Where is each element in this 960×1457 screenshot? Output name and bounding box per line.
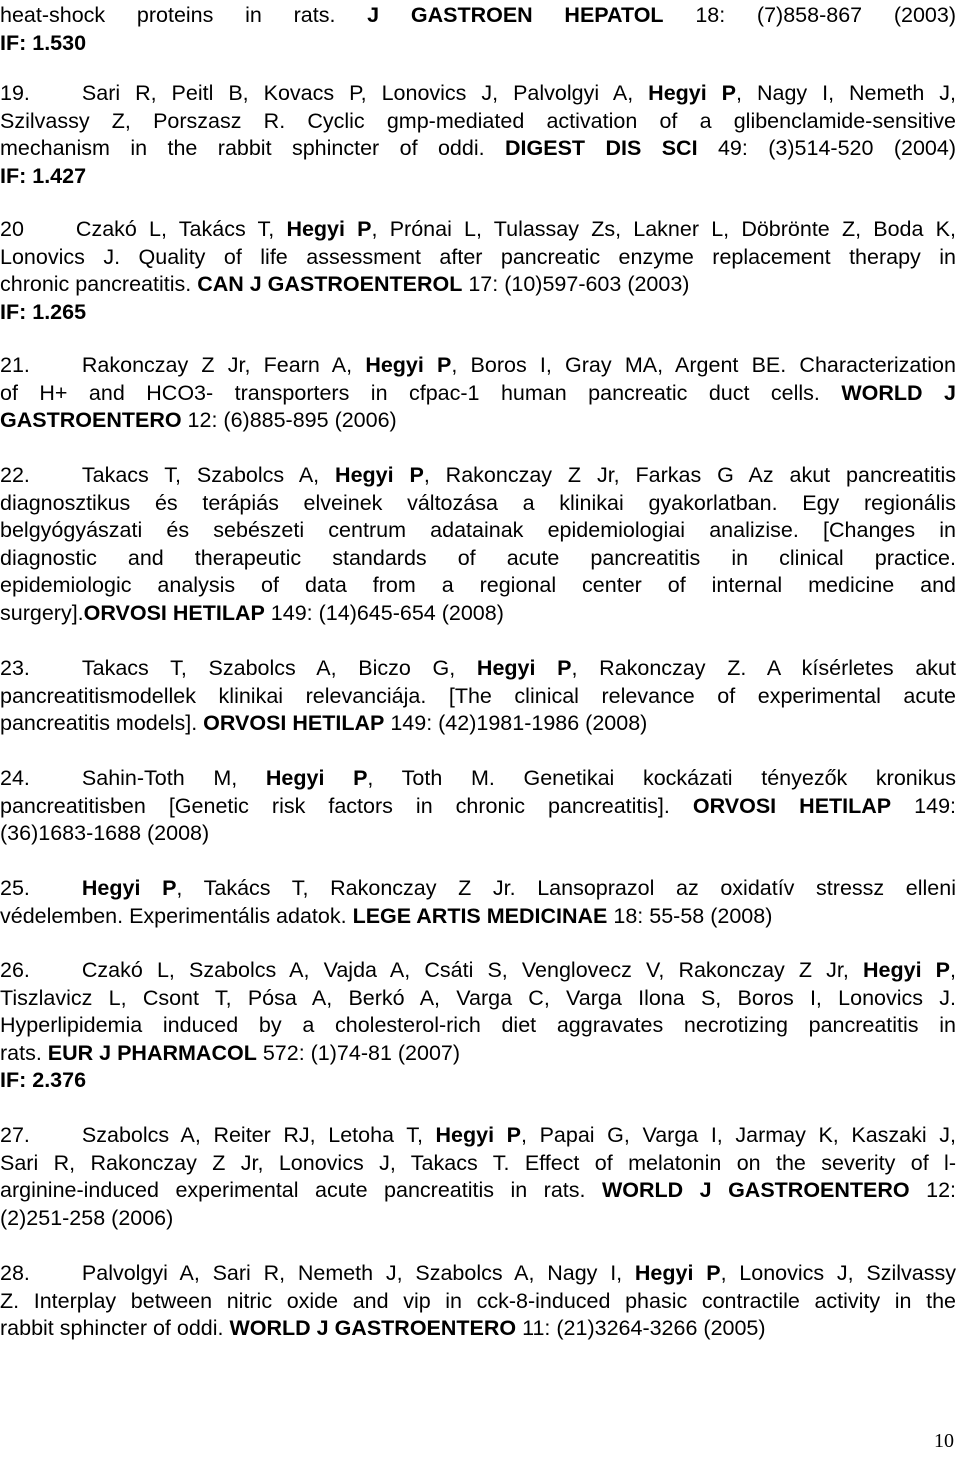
reference-entry-28: [0, 1260, 956, 1343]
entry-line: 22. Takacs T, Szabolcs A, Hegyi P, Rakonczay Z Jr, Farkas G Az akut pancreatitis: [0, 463, 956, 487]
entry-line: 23. Takacs T, Szabolcs A, Biczo G, Hegyi P, Rakonczay Z. A kísérletes akut: [0, 656, 956, 680]
reference-entry-25: [0, 875, 956, 930]
entry-line: 26. Czakó L, Szabolcs A, Vajda A, Csáti S, Venglovecz V, Rakonczay Z Jr, Hegyi P,: [0, 958, 956, 982]
entry-line: epidemiologic analysis of data from a regional center of internal medicine and: [0, 573, 956, 598]
entry-line: 24. Sahin-Toth M, Hegyi P, Toth M. Genetikai kockázati tényezők kronikus: [0, 766, 956, 790]
entry-line: chronic pancreatitis. CAN J GASTROENTEROL 17: (10)597-603 (2003): [0, 272, 690, 297]
entry-line: IF: 2.376: [0, 1068, 87, 1093]
entry-line: IF: 1.530: [0, 30, 87, 55]
entry-line: 21. Rakonczay Z Jr, Fearn A, Hegyi P, Boros I, Gray MA, Argent BE. Characterization: [0, 353, 956, 377]
reference-entry-18: [0, 2, 956, 57]
reference-entry-27: [0, 1122, 956, 1232]
entry-line: surgery].ORVOSI HETILAP 149: (14)645-654 (2008): [0, 600, 504, 625]
entry-line: Z. Interplay between nitric oxide and vip in cck-8-induced phasic contractile activity in the: [0, 1288, 956, 1313]
entry-line: 25. Hegyi P, Takács T, Rakonczay Z Jr. Lansoprazol az oxidatív stressz elleni: [0, 876, 956, 900]
entry-line: GASTROENTERO 12: (6)885-895 (2006): [0, 408, 397, 433]
entry-line: 19. Sari R, Peitl B, Kovacs P, Lonovics J, Palvolgyi A, Hegyi P, Nagy I, Nemeth J,: [0, 81, 956, 105]
entry-line: Lonovics J. Quality of life assessment after pancreatic enzyme replacement therapy in: [0, 244, 956, 269]
entry-line: Szilvassy Z, Porszasz R. Cyclic gmp-mediated activation of a glibenclamide-sensitive: [0, 108, 956, 133]
entry-line: (2)251-258 (2006): [0, 1205, 174, 1230]
reference-entry-19: [0, 80, 956, 190]
entry-line: pancreatitis models]. ORVOSI HETILAP 149: (42)1981-1986 (2008): [0, 711, 648, 736]
reference-entry-23: [0, 655, 956, 738]
entry-line: (36)1683-1688 (2008): [0, 821, 210, 846]
entry-line: 27. Szabolcs A, Reiter RJ, Letoha T, Hegyi P, Papai G, Varga I, Jarmay K, Kaszaki J,: [0, 1123, 956, 1147]
reference-entry-20: [0, 216, 956, 326]
entry-line: védelemben. Experimentális adatok. LEGE ARTIS MEDICINAE 18: 55-58 (2008): [0, 903, 773, 928]
reference-entry-22: [0, 462, 956, 628]
entry-line: Hyperlipidemia induced by a cholesterol-rich diet aggravates necrotizing pancreatitis in: [0, 1013, 956, 1038]
entry-line: pancreatitismodellek klinikai relevanciája. [The clinical relevance of experimental acute: [0, 683, 956, 708]
entry-line: mechanism in the rabbit sphincter of oddi. DIGEST DIS SCI 49: (3)514-520 (2004): [0, 136, 956, 161]
entry-line: Tiszlavicz L, Csont T, Pósa A, Berkó A, Varga C, Varga Ilona S, Boros I, Lonovics J.: [0, 985, 956, 1010]
reference-entry-26: [0, 957, 956, 1095]
entry-line: belgyógyászati és sebészeti centrum adatainak epidemiologiai analizise. [Changes in: [0, 518, 956, 543]
reference-entry-21: [0, 352, 956, 435]
entry-line: rabbit sphincter of oddi. WORLD J GASTROENTERO 11: (21)3264-3266 (2005): [0, 1316, 766, 1341]
entry-line: of H+ and HCO3- transporters in cfpac-1 human pancreatic duct cells. WORLD J: [0, 380, 956, 405]
entry-line: diagnostic and therapeutic standards of acute pancreatitis in clinical practice.: [0, 545, 956, 570]
entry-line: pancreatitisben [Genetic risk factors in chronic pancreatitis]. ORVOSI HETILAP 149:: [0, 793, 957, 818]
page-number: 10: [934, 1430, 954, 1452]
entry-line: Sari R, Rakonczay Z Jr, Lonovics J, Takacs T. Effect of melatonin on the severity of l-: [0, 1150, 956, 1175]
entry-line: IF: 1.265: [0, 299, 87, 324]
entry-line: 28. Palvolgyi A, Sari R, Nemeth J, Szabolcs A, Nagy I, Hegyi P, Lonovics J, Szilvassy: [0, 1261, 956, 1285]
entry-line: diagnosztikus és terápiás elveinek változása a klinikai gyakorlatban. Egy regionális: [0, 490, 956, 515]
entry-line: arginine-induced experimental acute pancreatitis in rats. WORLD J GASTROENTERO 12:: [0, 1178, 956, 1203]
reference-entry-24: [0, 765, 956, 848]
entry-line: rats. EUR J PHARMACOL 572: (1)74-81 (2007): [0, 1040, 461, 1065]
entry-line: 20 Czakó L, Takács T, Hegyi P, Prónai L, Tulassay Zs, Lakner L, Döbrönte Z, Boda K,: [0, 217, 956, 241]
entry-line: IF: 1.427: [0, 163, 87, 188]
entry-line: heat-shock proteins in rats. J GASTROEN HEPATOL 18: (7)858-867 (2003): [0, 3, 957, 27]
